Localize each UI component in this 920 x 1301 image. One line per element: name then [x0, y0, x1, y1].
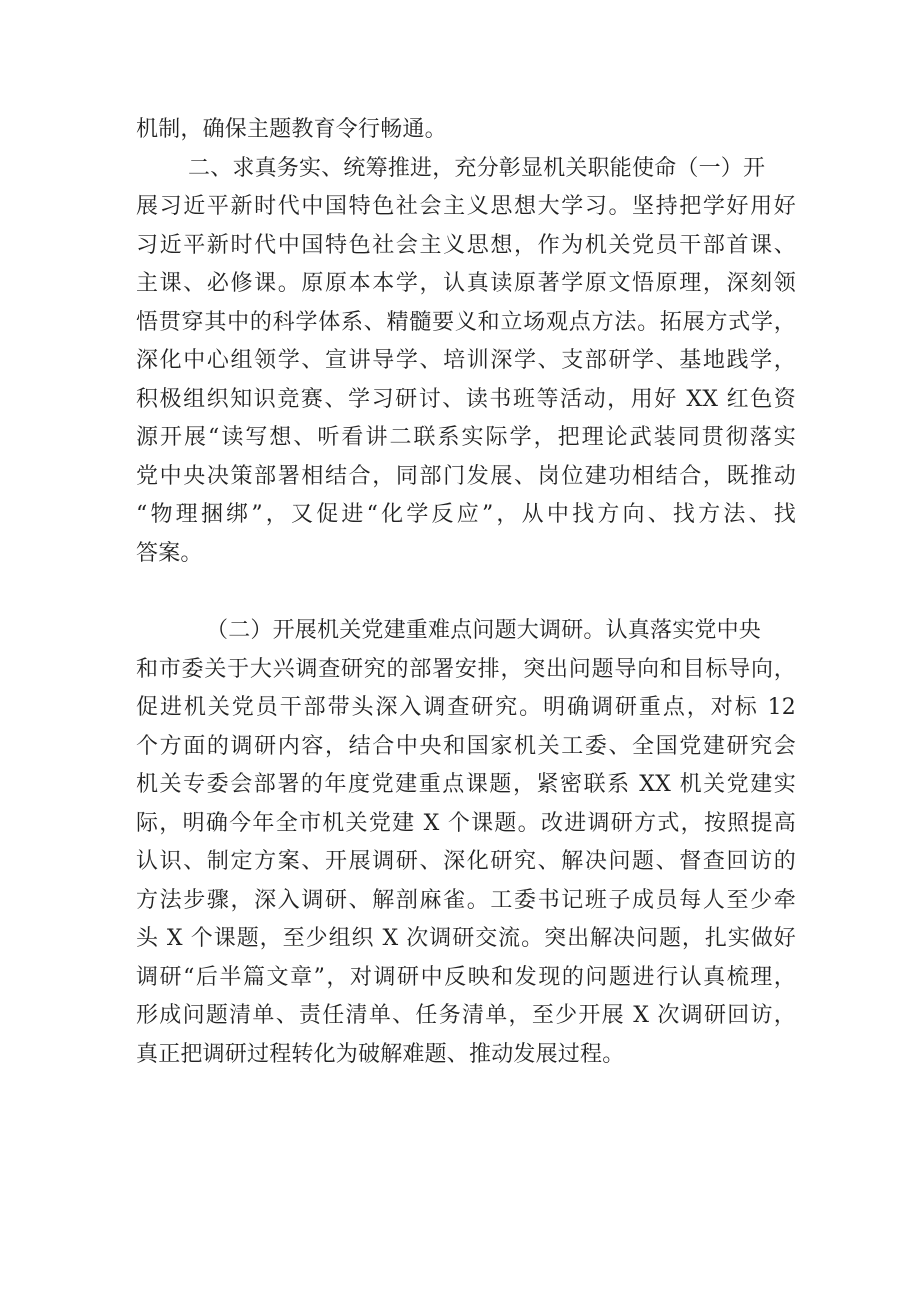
text-line: （二）开展机关党建重难点问题大调研。认真落实党中央 — [206, 618, 762, 643]
text-line: 主课、必修课。原原本本学，认真读原著学原文悟原理，深刻领 — [136, 271, 796, 296]
text-line: 真正把调研过程转化为破解难题、推动发展过程。 — [136, 1041, 625, 1067]
text-line: “物理捆绑”，又促进“化学反应”，从中找方向、找方法、找 — [136, 502, 796, 527]
text-line: 促进机关党员干部带头深入调查研究。明确调研重点，对标 12 — [136, 695, 796, 720]
paragraph-section-1 — [136, 111, 796, 573]
text-line: 源开展“读写想、听看讲二联系实际学，把理论武装同贯彻落实 — [136, 425, 796, 450]
text-line: 深化中心组领学、宣讲导学、培训深学、支部研学、基地践学， — [136, 348, 796, 373]
text-line: 二、求真务实、统筹推进，充分彰显机关职能使命（一）开 — [188, 155, 766, 181]
text-line: 展习近平新时代中国特色社会主义思想大学习。坚持把学好用好 — [136, 194, 796, 219]
text-line: 悟贯穿其中的科学体系、精髓要义和立场观点方法。拓展方式学， — [136, 309, 796, 335]
text-line: 机关专委会部署的年度党建重点课题，紧密联系 XX 机关党建实 — [136, 772, 796, 797]
text-line: 习近平新时代中国特色社会主义思想，作为机关党员干部首课、 — [136, 232, 796, 258]
paragraph-section-2 — [136, 612, 796, 1074]
text-line: 个方面的调研内容，结合中央和国家机关工委、全国党建研究会 — [136, 733, 796, 759]
text-line: 形成问题清单、责任清单、任务清单，至少开展 X 次调研回访， — [136, 1003, 796, 1028]
text-line: 际，明确今年全市机关党建 X 个课题。改进调研方式，按照提高 — [136, 810, 796, 836]
text-line: 方法步骤，深入调研、解剖麻雀。工委书记班子成员每人至少牵 — [136, 887, 796, 913]
text-line: 调研“后半篇文章”，对调研中反映和发现的问题进行认真梳理， — [136, 964, 796, 990]
text-line: 积极组织知识竞赛、学习研讨、读书班等活动，用好 XX 红色资 — [136, 386, 796, 412]
text-line: 答案。 — [136, 540, 203, 566]
text-line: 认识、制定方案、开展调研、深化研究、解决问题、督查回访的 — [136, 849, 796, 874]
text-line: 机制，确保主题教育令行畅通。 — [136, 117, 447, 142]
text-line: 党中央决策部署相结合，同部门发展、岗位建功相结合，既推动 — [136, 463, 796, 489]
text-line: 头 X 个课题，至少组织 X 次调研交流。突出解决问题，扎实做好 — [136, 926, 796, 951]
text-line: 和市委关于大兴调查研究的部署安排，突出问题导向和目标导向， — [136, 656, 796, 682]
